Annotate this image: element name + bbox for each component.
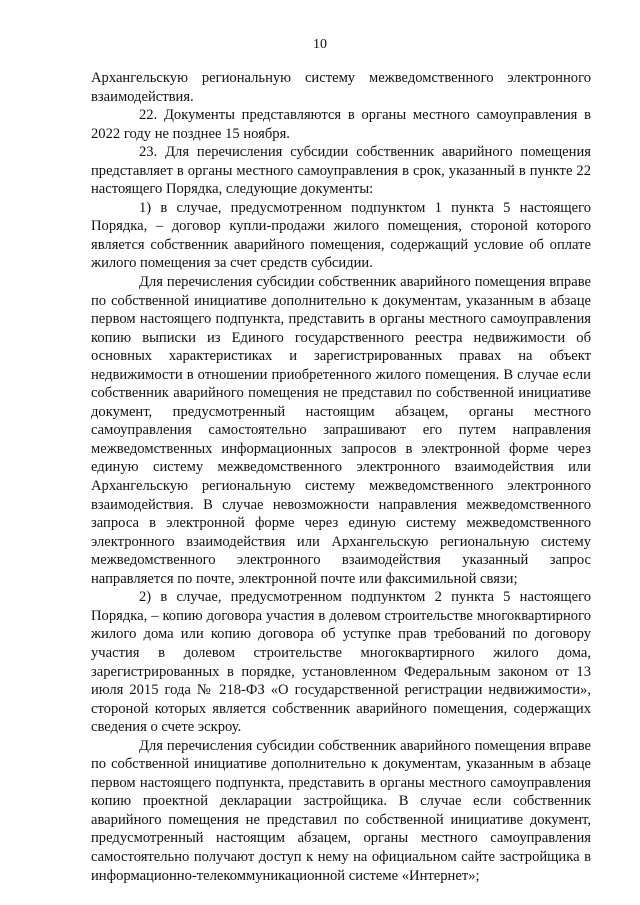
paragraph-subitem-1-additional: Для перечисления субсидии собственник аварийного помещения вправе по собственной инициативе дополнительно к документам, указанным в абзаце первом настоящего подпункта, представить в органы местного самоуправления копию выписки из Единого государственного реестра недвижимости об основных характеристиках и зарегистрированных правах на объект недвижимости в отношении приобретенного жилого помещения. В случае если собственник аварийного помещения не представил по собственной инициативе документ, предусмотренный настоящим абзацем, органы местного самоуправления самостоятельно запрашивают его путем направления межведомственных информационных запросов в электронной форме через единую систему межведомственного электронного взаимодействия или Архангельскую региональную систему межведомственного электронного взаимодействия. В случае невозможности направления межведомственного запроса в электронной форме через единую систему межведомственного электронного взаимодействия или Архангельскую региональную систему межведомственного электронного взаимодействия указанный запрос направляется по почте, электронной почте или факсимильной связи; [91, 274, 591, 587]
paragraph-subitem-1: 1) в случае, предусмотренном подпунктом 1 пункта 5 настоящего Порядка, – договор купли-продажи жилого помещения, стороной которого является собственник аварийного помещения, содержащий условие об оплате жилого помещения за счет средств субсидии. [91, 199, 591, 272]
paragraph-continuation: Архангельскую региональную систему межведомственного электронного взаимодействия. [91, 70, 591, 105]
document-body [91, 69, 591, 885]
paragraph-subitem-2: 2) в случае, предусмотренном подпунктом 2 пункта 5 настоящего Порядка, – копию договора участия в долевом строительстве многоквартирного жилого дома или копию договора об уступке прав требований по договору участия в долевом строительстве многоквартирного жилого дома, зарегистрированных в порядке, установленном Федеральным законом от 13 июля 2015 года № 218-ФЗ «О государственной регистрации недвижимости», стороной которых является собственник аварийного помещения, содержащих сведения о счете эскроу. [91, 589, 591, 736]
paragraph-item-23: 23. Для перечисления субсидии собственник аварийного помещения представляет в органы местного самоуправления в срок, указанный в пункте 22 настоящего Порядка, следующие документы: [91, 144, 591, 198]
paragraph-item-22: 22. Документы представляются в органы местного самоуправления в 2022 году не позднее 15 ноября. [91, 107, 591, 142]
paragraph-subitem-2-additional: Для перечисления субсидии собственник аварийного помещения вправе по собственной инициативе дополнительно к документам, указанным в абзаце первом настоящего подпункта, представить в органы местного самоуправления копию проектной декларации застройщика. В случае если собственник аварийного помещения не представил по собственной инициативе документ, предусмотренный настоящим абзацем, органы местного самоуправления самостоятельно получают доступ к нему на официальном сайте застройщика в информационно-телекоммуникационной системе «Интернет»; [91, 737, 591, 884]
page-number: 10 [313, 37, 327, 52]
